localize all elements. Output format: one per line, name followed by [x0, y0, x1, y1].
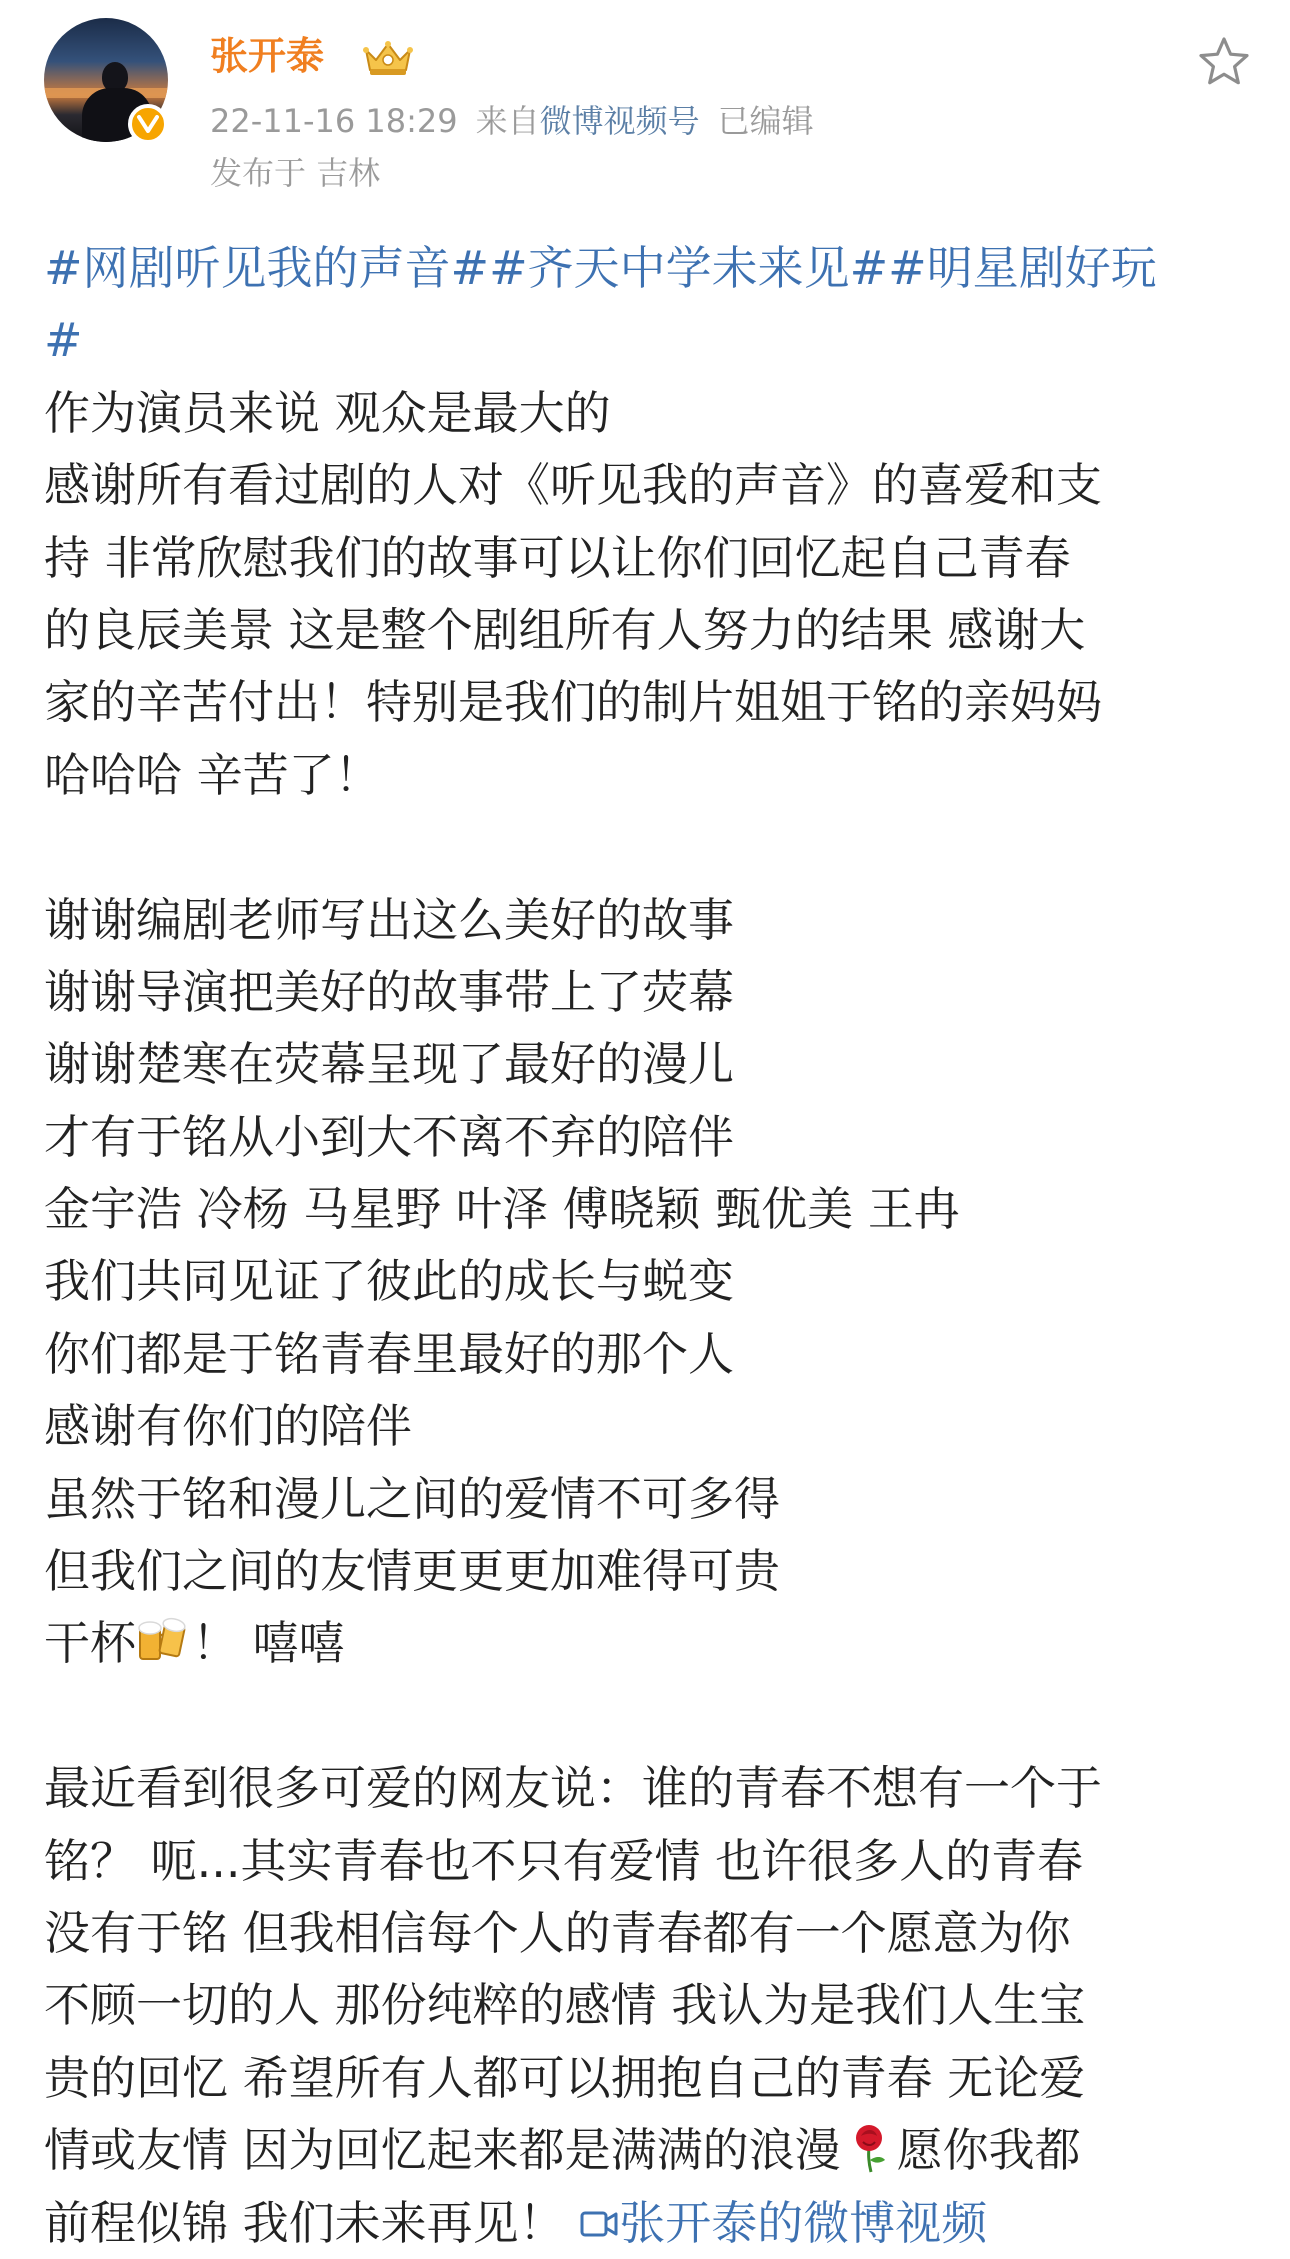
text-line: 你们都是于铭青春里最好的那个人 [44, 1326, 734, 1381]
post-location: 发布于 吉林 [210, 154, 381, 192]
from-prefix: 来自 [475, 102, 540, 140]
video-link-text[interactable]: 张开泰的微博视频 [619, 2195, 988, 2250]
text-line: 感谢所有看过剧的人对《听见我的声音》的喜爱和支 [44, 458, 1102, 513]
cheers-line [44, 1607, 1254, 1679]
paragraph-3 [44, 1752, 1254, 2259]
text-line: 虽然于铭和漫儿之间的爱情不可多得 [44, 1471, 780, 1526]
text-line: 最近看到很多可爱的网友说：谁的青春不想有一个于 [44, 1761, 1102, 1816]
beer-mugs-icon [136, 1615, 192, 1667]
cheers-text: 干杯 [44, 1616, 136, 1671]
text-line: 金宇浩 冷杨 马星野 叶泽 傅晓颖 甄优美 王冉 [44, 1182, 960, 1237]
text-line: 哈哈哈 辛苦了！ [44, 747, 381, 802]
blank-line [44, 1680, 1254, 1752]
text-line: 感谢有你们的陪伴 [44, 1399, 412, 1454]
cheers-tail: ！ 嘻嘻 [192, 1616, 345, 1671]
post-content [44, 232, 1254, 2259]
video-link-icon [579, 2196, 619, 2250]
text-line: 贵的回忆 希望所有人都可以拥抱自己的青春 无论爱 [44, 2050, 1086, 2105]
post-time: 22-11-16 18:29 [210, 102, 458, 140]
post-source-link[interactable]: 微博视频号 [539, 102, 700, 140]
rose-line-text: 情或友情 因为回忆起来都是满满的浪漫 [44, 2123, 841, 2178]
text-line: 不顾一切的人 那份纯粹的感情 我认为是我们人生宝 [44, 1978, 1086, 2033]
text-line: 持 非常欣慰我们的故事可以让你们回忆起自己青春 [44, 530, 1071, 585]
weibo-video-link[interactable] [579, 2196, 987, 2250]
rose-line-tail: 愿你我都 [896, 2123, 1081, 2178]
blank-line [44, 811, 1254, 883]
post-meta [210, 101, 814, 141]
edited-label[interactable]: 已编辑 [717, 102, 814, 140]
text-line: 但我们之间的友情更更更加难得可贵 [44, 1544, 780, 1599]
last-line-text: 前程似锦 我们未来再见！ [44, 2195, 580, 2250]
rose-line [44, 2114, 1254, 2186]
hashtag-line[interactable]: #网剧听见我的声音##齐天中学未来见##明星剧好玩 [44, 241, 1157, 295]
text-line: 家的辛苦付出！特别是我们的制片姐姐于铭的亲妈妈 [44, 675, 1102, 730]
text-line: 谢谢编剧老师写出这么美好的故事 [44, 892, 734, 947]
rose-icon [841, 2122, 897, 2174]
text-line: 没有于铭 但我相信每个人的青春都有一个愿意为你 [44, 1905, 1071, 1960]
hashtag-line[interactable]: # [44, 313, 83, 368]
text-line: 谢谢楚寒在荧幕呈现了最好的漫儿 [44, 1037, 734, 1092]
last-line [44, 2187, 1254, 2259]
text-line: 作为演员来说 观众是最大的 [44, 385, 611, 440]
paragraph-2 [44, 884, 1254, 1680]
author-name[interactable]: 张开泰 [210, 34, 325, 78]
text-line: 的良辰美景 这是整个剧组所有人努力的结果 感谢大 [44, 602, 1086, 657]
text-line: 我们共同见证了彼此的成长与蜕变 [44, 1254, 734, 1309]
verified-badge-icon [128, 104, 168, 144]
star-icon[interactable] [1196, 34, 1252, 90]
paragraph-1 [44, 377, 1254, 811]
text-line: 铭？ 呃...其实青春也不只有爱情 也许很多人的青春 [44, 1833, 1084, 1888]
crown-icon[interactable] [360, 38, 416, 78]
text-line: 谢谢导演把美好的故事带上了荧幕 [44, 964, 734, 1019]
text-line: 才有于铭从小到大不离不弃的陪伴 [44, 1109, 734, 1164]
